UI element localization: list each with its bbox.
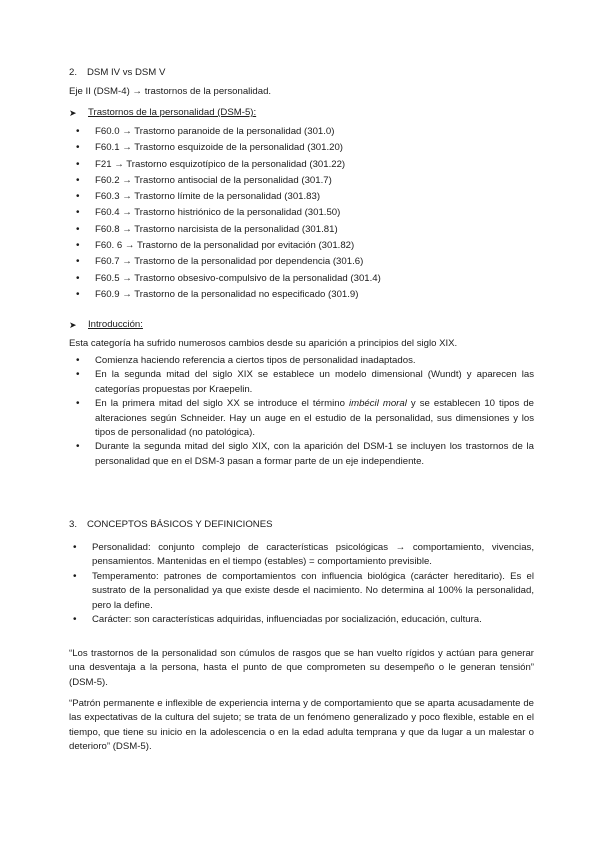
intro-points-list	[69, 354, 534, 469]
intro-text: Esta categoría ha sufrido numerosos cambios desde su aparición a principios del siglo XIX.	[69, 338, 458, 349]
bullet-icon: •	[73, 614, 77, 626]
disorders-heading-row	[69, 106, 534, 120]
bullet-icon: •	[76, 191, 80, 203]
bullet-icon: •	[76, 272, 80, 284]
list-item: • Durante la segunda mitad del siglo XIX, con la aparición del DSM-1 se incluyen los trastornos de la personalidad que en el DSM-3 pasan a formar parte de un eje independiente.	[69, 440, 534, 469]
bullet-icon: •	[76, 126, 80, 137]
section-2-number: 2.	[69, 67, 78, 78]
bullet-icon: •	[73, 542, 77, 553]
section-3-title: CONCEPTOS BÁSICOS Y DEFINICIONES	[87, 519, 273, 530]
bullet-icon: •	[76, 355, 80, 366]
bullet-icon: •	[76, 441, 80, 453]
section-2-heading	[69, 66, 534, 80]
bullet-icon: •	[76, 207, 80, 219]
list-item: • F60.7 → Trastorno de la personalidad por dependencia (301.6)	[69, 254, 534, 270]
intro-heading: Introducción:	[88, 319, 143, 330]
section-3-number: 3.	[69, 519, 78, 530]
bullet-icon: •	[76, 369, 80, 381]
intro-heading-row	[69, 318, 534, 332]
bullet-icon: •	[76, 223, 80, 235]
bullet-icon: •	[76, 398, 80, 410]
list-item: • F60.0 → Trastorno paranoide de la personalidad (301.0)	[69, 124, 534, 140]
list-item: • En la segunda mitad del siglo XIX se establece un modelo dimensional (Wundt) y aparecen las categorías propuestas por Kraepelin.	[69, 368, 534, 397]
bullet-icon: •	[76, 288, 80, 300]
list-item: • F60.1 → Trastorno esquizoide de la personalidad (301.20)	[69, 140, 534, 156]
list-item	[69, 397, 534, 440]
bullet-icon: •	[76, 158, 80, 170]
axis-line: Eje II (DSM-4) → trastornos de la personalidad.	[69, 86, 272, 97]
section-2-title: DSM IV vs DSM V	[87, 67, 166, 78]
list-item: • F60.4 → Trastorno histriónico de la personalidad (301.50)	[69, 205, 534, 221]
list-item: • Comienza haciendo referencia a ciertos tipos de personalidad inadaptados.	[69, 354, 534, 368]
quote-2: “Patrón permanente e inflexible de experiencia interna y de comportamiento que se aparta acusadamente de las expectativas de la cultura del sujeto; se trata de un fenómeno generalizado y poco flexible, estable en el tiempo, que tiene su inicio en la adolescencia o en la edad adulta temprana y que da lugar a un malestar o deterioro” (DSM-5).	[69, 698, 534, 753]
disorders-list	[69, 124, 534, 303]
quote-1: “Los trastornos de la personalidad son cúmulos de rasgos que se han vuelto rígidos y actúan para generar una desventaja a la persona, hasta el punto de que comprometen su desempeño o le generan tensión” (DSM-5).	[69, 648, 534, 688]
arrow-bullet-icon: ➤	[69, 320, 77, 330]
bullet-icon: •	[76, 240, 80, 252]
bullet-icon: •	[76, 142, 80, 154]
section-3-heading	[69, 518, 534, 532]
disorders-heading: Trastornos de la personalidad (DSM-5):	[88, 107, 257, 118]
list-item: • Personalidad: conjunto complejo de características psicológicas → comportamiento, vivencias, pensamientos. Mantenidas en el tiempo (estables) = comportamiento previsible.	[66, 541, 534, 570]
arrow-bullet-icon: ➤	[69, 108, 77, 118]
list-item: • F60.2 → Trastorno antisocial de la personalidad (301.7)	[69, 173, 534, 189]
list-item: • F60.5 → Trastorno obsesivo-compulsivo de la personalidad (301.4)	[69, 271, 534, 287]
list-item: • F60. 6 → Trastorno de la personalidad por evitación (301.82)	[69, 238, 534, 254]
concepts-list	[66, 541, 534, 627]
list-item: • Carácter: son características adquiridas, influenciadas por socialización, educación, cultura.	[66, 613, 534, 627]
bullet-icon: •	[76, 174, 80, 186]
bullet-icon: •	[76, 256, 80, 268]
bullet-icon: •	[73, 570, 77, 582]
intro-point-3: En la primera mitad del siglo XX se introduce el término imbécil moral y se establecen 10 tipos de alteraciones según Schneider. Hay un auge en el estudio de la personalidad, sus dimensiones y los tipos de personalidad (no patológica).	[95, 398, 535, 439]
list-item: • F60.9 → Trastorno de la personalidad no especificado (301.9)	[69, 287, 534, 303]
list-item: • F21 → Trastorno esquizotípico de la personalidad (301.22)	[69, 157, 534, 173]
emphasized-term: imbécil moral	[348, 398, 407, 410]
list-item: • F60.3 → Trastorno límite de la personalidad (301.83)	[69, 189, 534, 205]
list-item: • Temperamento: patrones de comportamientos con influencia biológica (carácter hereditario). Es el sustrato de la personalidad ya que existe desde el nacimiento. No determina al 100% la personalidad, pero la define.	[66, 570, 534, 613]
list-item: • F60.8 → Trastorno narcisista de la personalidad (301.81)	[69, 222, 534, 238]
